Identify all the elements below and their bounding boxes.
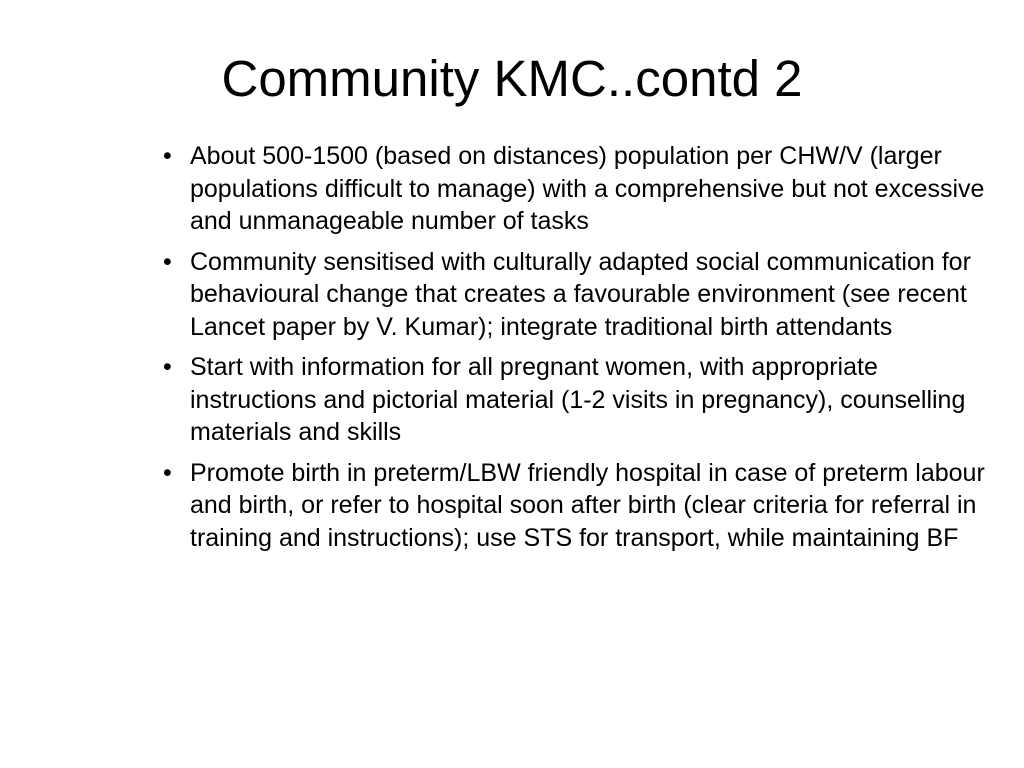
bullet-text: Promote birth in preterm/LBW friendly hospital in case of preterm labour and birth, or refer to hospital soon after birth (clear criteria for referral in training and instructions); use STS for transport, while maintaining BF <box>190 458 985 552</box>
bullet-item <box>163 457 993 555</box>
bullet-marker: • <box>163 458 172 487</box>
bullet-marker: • <box>163 353 172 381</box>
bullet-text: Community sensitised with culturally adapted social communication for behavioural change that creates a favourable environment (see recent Lancet paper by V. Kumar); integrate traditional birth attendants <box>190 247 971 341</box>
bullet-item <box>163 351 993 449</box>
bullet-item <box>163 140 993 238</box>
bullet-list <box>163 140 993 562</box>
bullet-item <box>163 246 993 344</box>
bullet-marker: • <box>163 247 172 276</box>
bullet-text: Start with information for all pregnant women, with appropriate instructions and pictorial material (1-2 visits in pregnancy), counselling materials and skills <box>190 353 966 446</box>
bullet-text: About 500-1500 (based on distances) population per CHW/V (larger populations difficult to manage) with a comprehensive but not excessive and unmanageable number of tasks <box>190 142 985 235</box>
bullet-marker: • <box>163 142 172 170</box>
slide-title: Community KMC..contd 2 <box>221 50 803 107</box>
